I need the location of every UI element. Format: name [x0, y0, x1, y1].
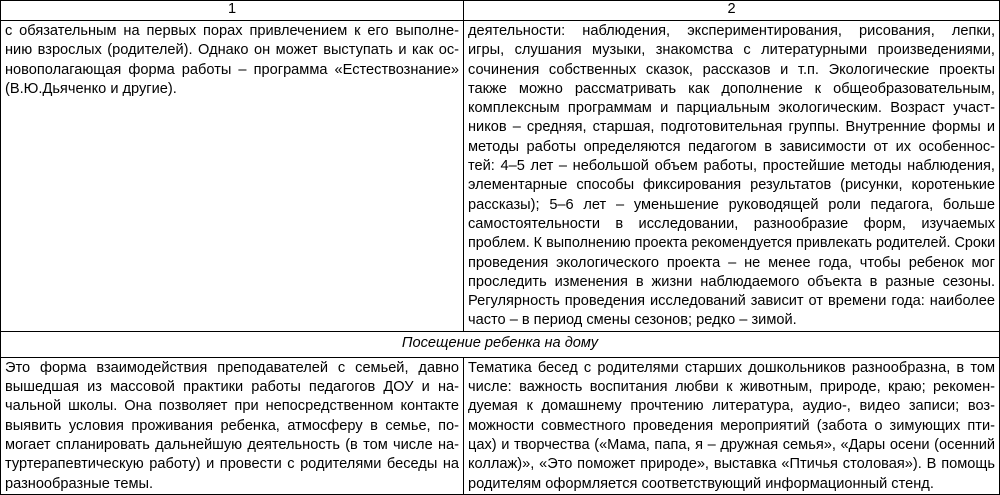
section-title: Посещение ребенка на дому	[1, 331, 1000, 357]
row2-col1-line: Это форма взаимодействия преподавателей с семьей, давно	[5, 359, 459, 376]
row1-col1-line: с обязательным на первых порах привлечением к его выполне-	[5, 23, 459, 39]
row1-col2-line: часто – в период смены сезонов; редко – зимой.	[468, 312, 797, 329]
row2-col2-line: коллаж)», «Это поможет природе», выставка «Птичья столовая»). В помощь	[468, 456, 995, 473]
row2-col2-line: числе: важность воспитания любви к животным, природе, краю; рекомен-	[468, 379, 995, 396]
row1-col2-line: проведения экологического проекта – не менее года, чтобы ребенок мог	[468, 254, 995, 271]
row2-col2-line: можности совместного проведения мероприятий (забота о зимующих пти-	[468, 417, 995, 434]
row1-col2-line: Регулярность проведения исследований зависит от времени года: наиболее	[468, 293, 995, 310]
row2-col2-line: родителям оформляется соответствующий информационный стенд.	[468, 475, 934, 492]
row1-col1-line: (В.Ю.Дьяченко и другие).	[5, 80, 177, 97]
row1-col2-line: тей: 4–5 лет – небольшой объем работы, простейшие методы наблюдения,	[468, 158, 995, 175]
row1-col2-line: методы работы определяются педагогом в зависимости от их особеннос-	[468, 138, 995, 155]
row2-col1-line: туртерапевтическую работу) и провести с родителями беседы на	[5, 456, 459, 473]
row1-col2-line: комплексным программам и парциальным экологическим. Возраст участ-	[468, 100, 995, 117]
row2-col1-cell	[1, 357, 464, 494]
row2-col1-line: могает спланировать дальнейшую деятельность (в том числе на-	[5, 436, 459, 453]
row1-col2-line: игры, слушания музыки, знакомства с литературными произведениями,	[468, 42, 995, 59]
row2-col2-line: цах) и творчества («Мама, папа, я – дружная семья», «Дары осени (осенний	[468, 436, 995, 453]
row1-col1-line: новополагающая форма работы – программа «Естествознание»	[5, 61, 459, 78]
row1-col2-line: также можно рассматривать как дополнение к общеобразовательным,	[468, 80, 995, 97]
row2-col1-line: чальной школы. Она позволяет при непосредственном контакте	[5, 398, 459, 415]
row1-col2-line: сочинения собственных сказок, рассказов и т.п. Экологические проекты	[468, 61, 995, 78]
row2-col1-line: выявить условия проживания ребенка, атмосферу в семье, по-	[5, 417, 459, 434]
column-header-1: 1	[1, 1, 464, 21]
row1-col2-line: деятельности: наблюдения, экспериментирования, рисования, лепки,	[468, 23, 995, 39]
row2-col2-cell	[464, 357, 1000, 494]
row2-col1-line: вышедшая из массовой практики работы педагогов ДОУ и на-	[5, 379, 459, 396]
row2-col2-line: дуемая к домашнему прочтению литература, аудио-, видео записи; воз-	[468, 398, 995, 415]
table-header-row	[1, 1, 1000, 21]
row1-col2-cell	[464, 21, 1000, 332]
row2-col2-line: Тематика бесед с родителями старших дошкольников разнообразна, в том	[468, 359, 995, 376]
row1-col2-line: самостоятельности в исследовании, разнообразие форм, изучаемых	[468, 215, 995, 232]
row1-col2-line: элементарные способы фиксирования результатов (рисунки, коротенькие	[468, 177, 995, 194]
row1-col2-line: проблем. К выполнению проекта рекомендуется привлекать родителей. Сроки	[468, 235, 996, 252]
row1-col2-line: рассказы); 5–6 лет – уменьшение руководящей роли педагога, больше	[468, 196, 995, 213]
row2-col1-line: разнообразные темы.	[5, 475, 154, 492]
row1-col1-line: нию взрослых (родителей). Однако он может выступать и как ос-	[5, 42, 459, 59]
row1-col1-cell	[1, 21, 464, 332]
table-row-home-visit	[1, 357, 1000, 494]
column-header-2: 2	[464, 1, 1000, 21]
row1-col2-line: проследить изменения в жизни наблюдаемого объекта в разные сезоны.	[468, 273, 995, 290]
section-heading-row	[1, 331, 1000, 357]
table-row-projects	[1, 21, 1000, 332]
row1-col2-line: ников – средняя, старшая, подготовительная группы. Внутренние формы и	[468, 119, 995, 136]
